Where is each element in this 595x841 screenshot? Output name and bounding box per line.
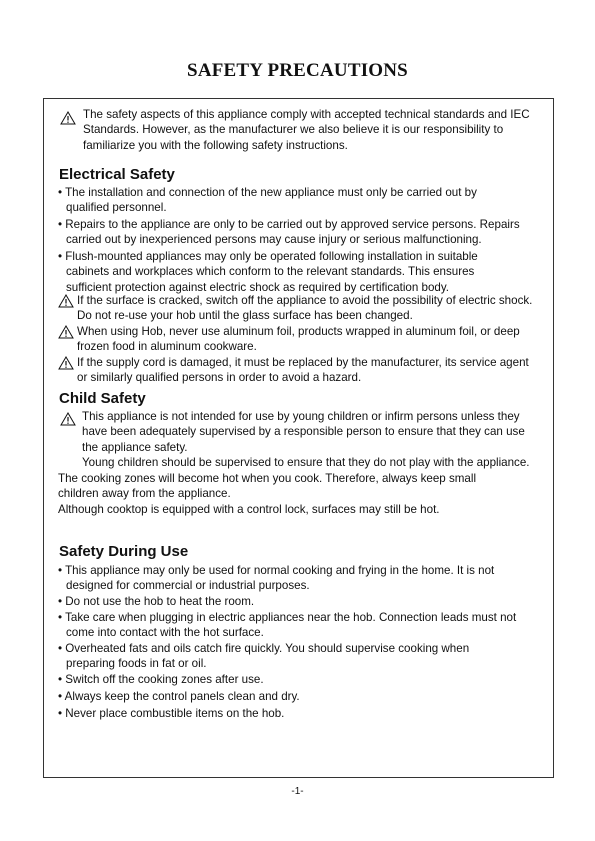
electrical-safety-heading: Electrical Safety bbox=[59, 166, 175, 183]
list-item: • Never place combustible items on the hob. bbox=[58, 707, 285, 720]
warning-triangle-icon bbox=[58, 325, 74, 339]
intro-line: Standards. However, as the manufacturer we also believe it is our responsibility to bbox=[83, 123, 504, 137]
warning-text: This appliance is not intended for use by young children or infirm persons unless they have been adequately supervised by a responsible person to ensure that they can use the appliance safety. Young children should be supervised to ensure that they do not play with the appliance. bbox=[82, 410, 530, 470]
list-item: • Repairs to the appliance are only to be carried out by approved service persons. Repairs carried out by inexperienced persons may cause injury or serious malfunctioning. bbox=[58, 218, 520, 247]
warning-triangle-icon bbox=[60, 412, 76, 426]
page-title: SAFETY PRECAUTIONS bbox=[187, 60, 408, 81]
paragraph: Although cooktop is equipped with a control lock, surfaces may still be hot. bbox=[58, 503, 440, 516]
warning-text: When using Hob, never use aluminum foil, products wrapped in aluminum foil, or deep frozen food in aluminum cookware. bbox=[77, 325, 520, 354]
list-item: • Do not use the hob to heat the room. bbox=[58, 595, 255, 608]
paragraph: The cooking zones will become hot when you cook. Therefore, always keep small children away from the appliance. bbox=[58, 472, 477, 501]
list-item: • Switch off the cooking zones after use. bbox=[58, 673, 264, 686]
intro-line: familiarize you with the following safety instructions. bbox=[83, 138, 348, 152]
warning-text: If the surface is cracked, switch off the appliance to avoid the possibility of electric shock. Do not re-use your hob until the glass surface has been changed. bbox=[77, 294, 533, 323]
warning-triangle-icon bbox=[58, 294, 74, 308]
child-safety-heading: Child Safety bbox=[59, 390, 146, 407]
warning-text: If the supply cord is damaged, it must be replaced by the manufacturer, its service agent or similarly qualified persons in order to avoid a hazard. bbox=[77, 356, 529, 385]
intro-line: The safety aspects of this appliance comply with accepted technical standards and IEC bbox=[83, 108, 530, 121]
intro-text bbox=[83, 107, 530, 153]
list-item: • The installation and connection of the new appliance must only be carried out by qualified personnel. bbox=[58, 186, 477, 215]
list-item: • This appliance may only be used for normal cooking and frying in the home. It is not designed for commercial or industrial purposes. bbox=[58, 564, 495, 593]
list-item: • Flush-mounted appliances may only be operated following installation in suitable cabinets and workplaces which conform to the relevant standards. This ensures sufficient protection against electric shock as required by certification body. bbox=[58, 250, 478, 294]
list-item: • Overheated fats and oils catch fire quickly. You should supervise cooking when preparing foods in fat or oil. bbox=[58, 642, 470, 671]
list-item: • Take care when plugging in electric appliances near the hob. Connection leads must not come into contact with the hot surface. bbox=[58, 611, 517, 640]
warning-triangle-icon bbox=[60, 111, 76, 125]
warning-triangle-icon bbox=[58, 356, 74, 370]
safety-during-use-heading: Safety During Use bbox=[59, 543, 189, 560]
page-number: -1- bbox=[291, 786, 304, 797]
list-item: • Always keep the control panels clean and dry. bbox=[58, 690, 300, 703]
